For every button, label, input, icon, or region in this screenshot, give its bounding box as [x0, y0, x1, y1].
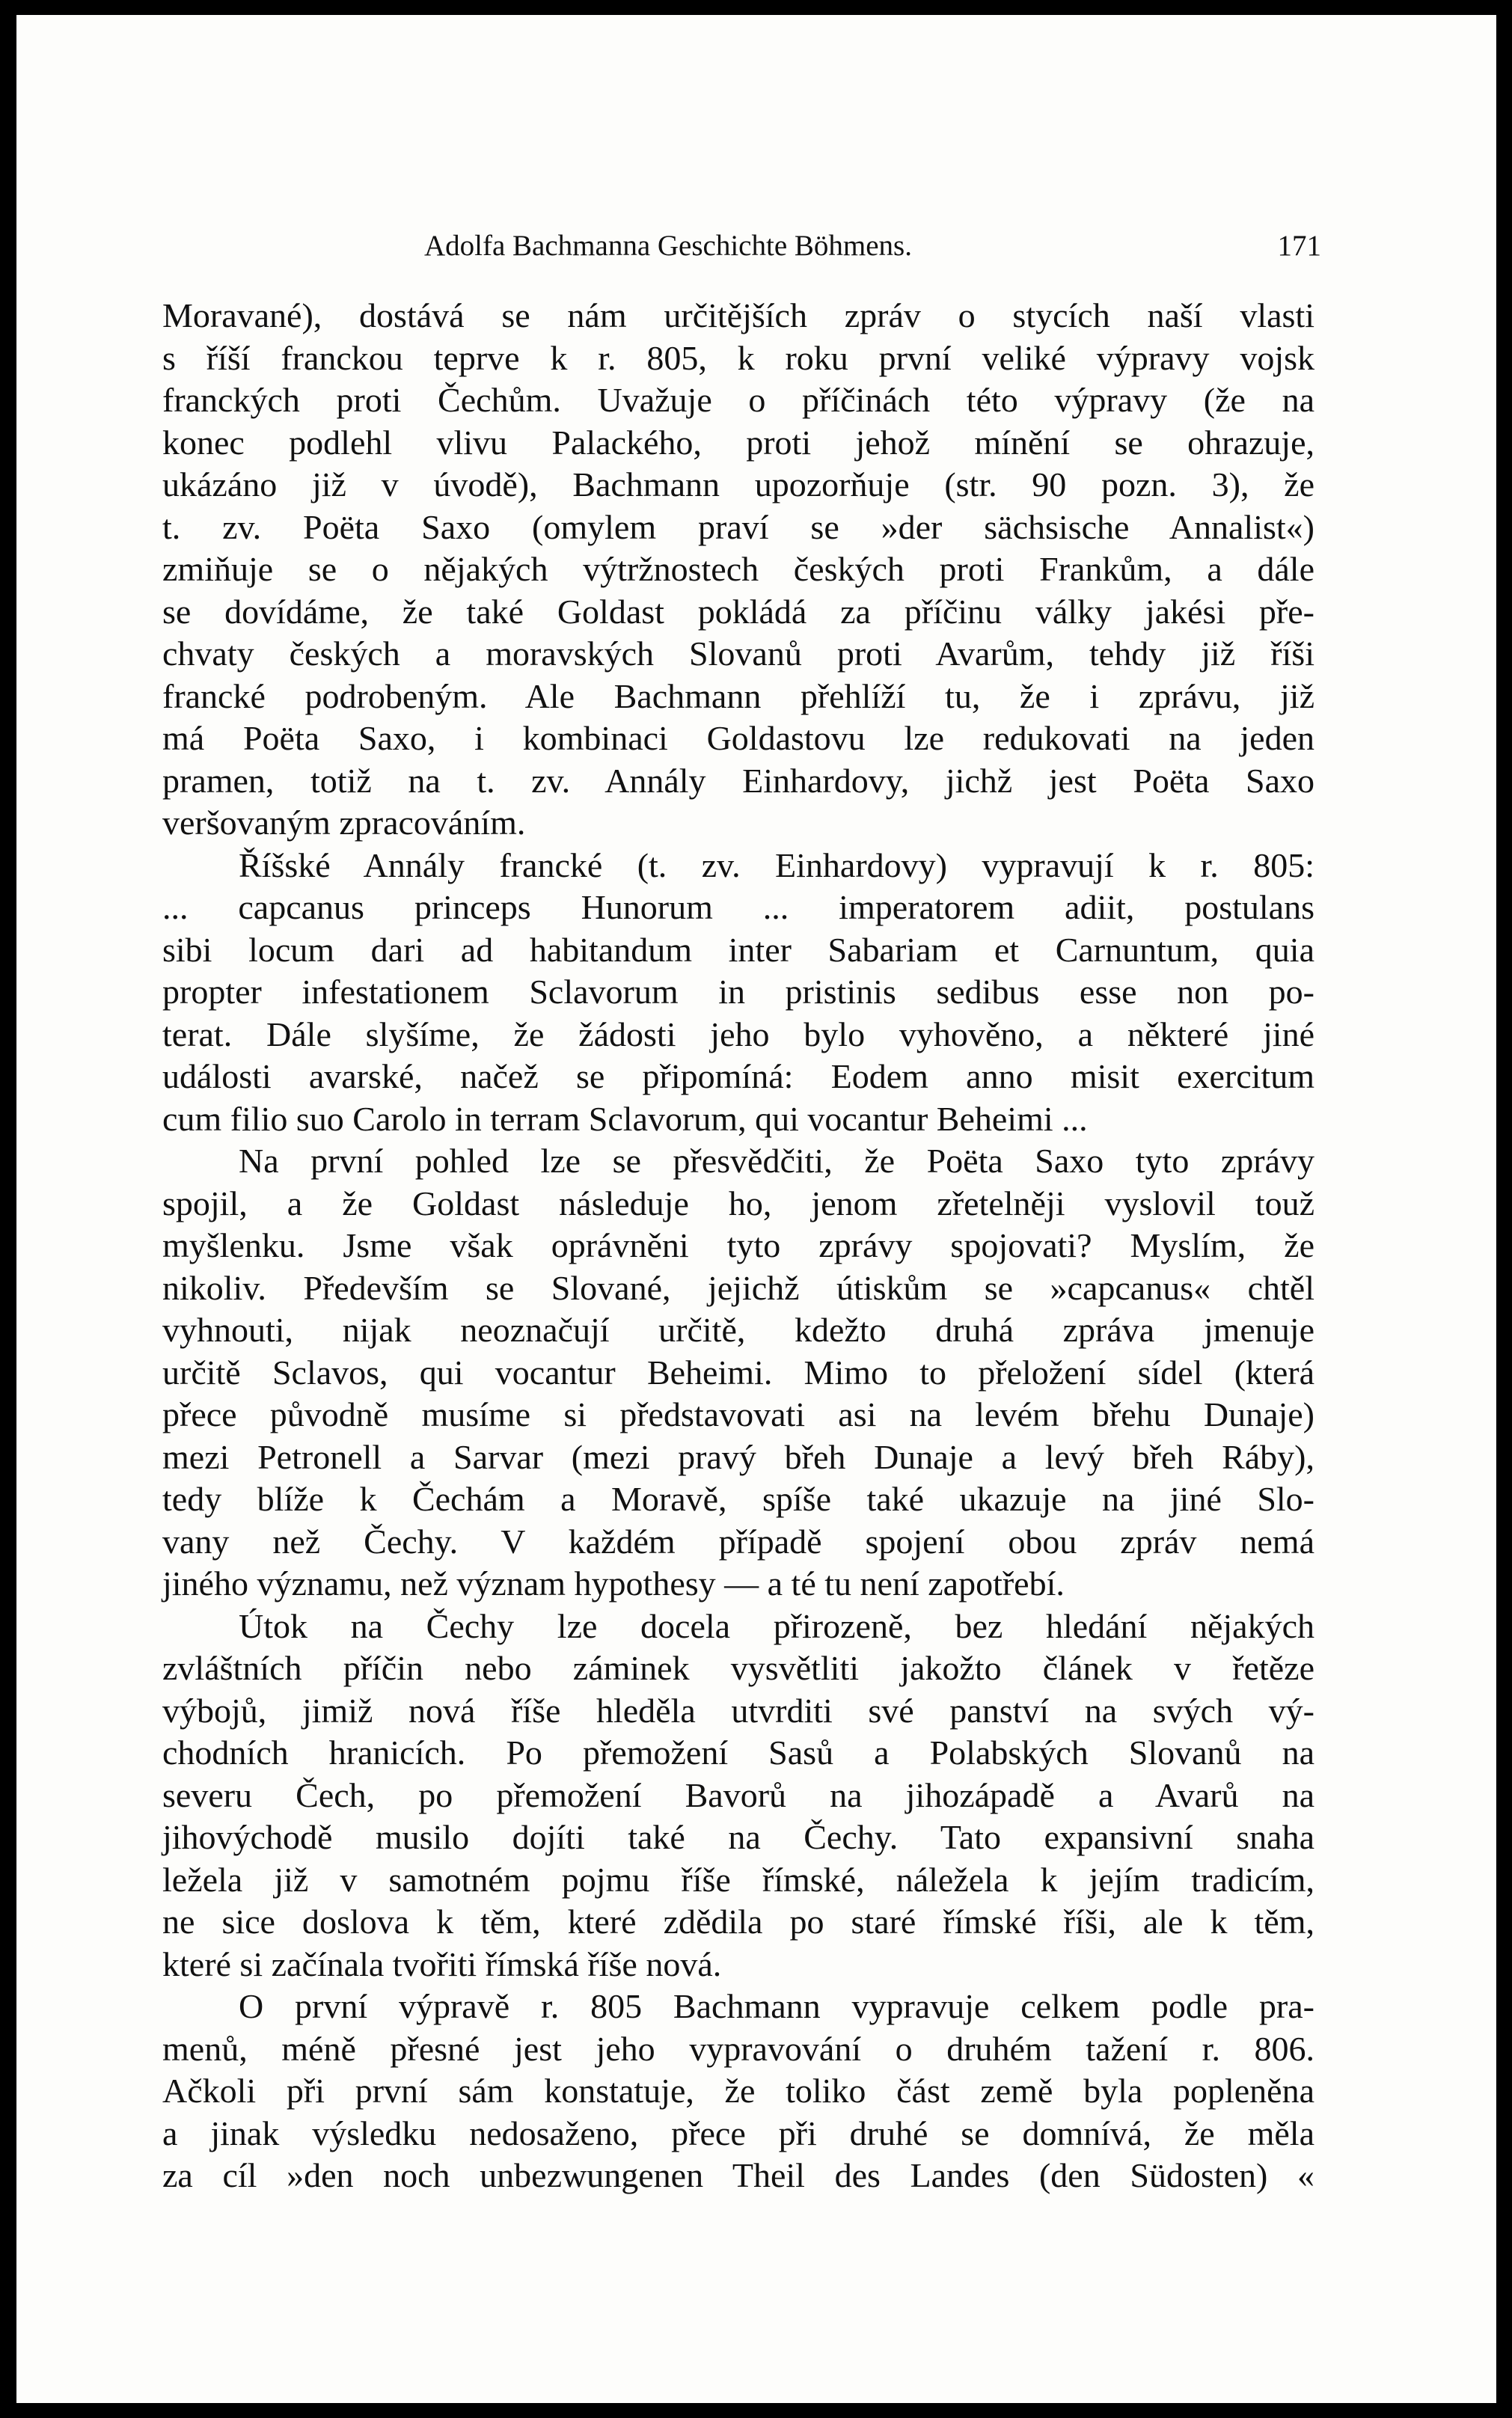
text-line: ne sice doslova k těm, které zdědila po staré římské říši, ale k těm,	[162, 1903, 1314, 1941]
text-line: vany než Čechy. V každém případě spojení obou zpráv nemá	[162, 1522, 1314, 1561]
page-number: 171	[1277, 230, 1321, 262]
text-line: Moravané), dostává se nám určitějších zpráv o stycích naší vlasti	[162, 296, 1314, 334]
text-line: zvláštních příčin nebo záminek vysvětliti jakožto článek v řetěze	[162, 1649, 1314, 1687]
running-title: Adolfa Bachmanna Geschichte Böhmens.	[424, 230, 912, 262]
text-line: menů, méně přesné jest jeho vypravování o druhém tažení r. 806.	[162, 2029, 1314, 2068]
text-line: t. zv. Poëta Saxo (omylem praví se »der sächsische Annalist«)	[162, 507, 1314, 546]
text-line: zmiňuje se o nějakých výtržnostech českých proti Frankům, a dále	[162, 550, 1314, 588]
text-line: jiného významu, než význam hypothesy — a té tu není zapotřebí.	[162, 1564, 1065, 1603]
text-line: jihovýchodě musilo dojíti také na Čechy. Tato expansivní snaha	[162, 1818, 1314, 1856]
text-line: Říšské Annály francké (t. zv. Einhardovy) vypravují k r. 805:	[239, 845, 1314, 884]
text-line: Na první pohled lze se přesvědčiti, že Poëta Saxo tyto zprávy	[239, 1142, 1314, 1180]
text-line: vyhnouti, nijak neoznačují určitě, kdežto druhá zpráva jmenuje	[162, 1311, 1314, 1349]
text-line: ležela již v samotném pojmu říše římské, náležela k jejím tradicím,	[162, 1860, 1314, 1899]
text-line: konec podlehl vlivu Palackého, proti jehož mínění se ohrazuje,	[162, 423, 1314, 462]
text-line: za cíl »den noch unbezwungenen Theil des Landes (den Südosten) «	[162, 2156, 1314, 2194]
text-line: severu Čech, po přemožení Bavorů na jihozápadě a Avarů na	[162, 1775, 1314, 1814]
text-line: chodních hranicích. Po přemožení Sasů a Polabských Slovanů na	[162, 1733, 1314, 1772]
text-line: mezi Petronell a Sarvar (mezi pravý břeh Dunaje a levý břeh Ráby),	[162, 1437, 1314, 1476]
text-line: Ačkoli při první sám konstatuje, že toliko část země byla popleněna	[162, 2072, 1314, 2110]
text-line: Útok na Čechy lze docela přirozeně, bez hledání nějakých	[239, 1606, 1314, 1645]
text-line: přece původně musíme si představovati asi na levém břehu Dunaje)	[162, 1395, 1314, 1433]
text-line: nikoliv. Především se Slované, jejichž útiskům se »capcanus« chtěl	[162, 1268, 1314, 1307]
text-line: tedy blíže k Čechám a Moravě, spíše také ukazuje na jiné Slo-	[162, 1480, 1314, 1518]
text-line: veršovaným zpracováním.	[162, 804, 526, 842]
text-line: které si začínala tvořiti římská říše nová.	[162, 1944, 722, 1983]
text-line: terat. Dále slyšíme, že žádosti jeho bylo vyhověno, a některé jiné	[162, 1014, 1314, 1053]
text-line: s říší franckou teprve k r. 805, k roku první veliké výpravy vojsk	[162, 338, 1314, 377]
book-page	[16, 15, 1496, 2403]
text-line: určitě Sclavos, qui vocantur Beheimi. Mimo to přeložení sídel (která	[162, 1353, 1314, 1392]
text-line: sibi locum dari ad habitandum inter Sabariam et Carnuntum, quia	[162, 930, 1314, 969]
text-line: O první výpravě r. 805 Bachmann vypravuje celkem podle pra-	[239, 1987, 1314, 2025]
text-line: výbojů, jimiž nová říše hleděla utvrditi své panství na svých vý-	[162, 1691, 1314, 1730]
text-line: cum filio suo Carolo in terram Sclavorum, qui vocantur Beheimi ...	[162, 1099, 1088, 1138]
text-line: a jinak výsledku nedosaženo, přece při druhé se domnívá, že měla	[162, 2114, 1314, 2152]
text-line: pramen, totiž na t. zv. Annály Einhardovy, jichž jest Poëta Saxo	[162, 761, 1314, 800]
text-line: ... capcanus princeps Hunorum ... imperatorem adiit, postulans	[162, 888, 1314, 926]
text-line: chvaty českých a moravských Slovanů proti Avarům, tehdy již říši	[162, 634, 1314, 673]
text-line: události avarské, načež se připomíná: Eodem anno misit exercitum	[162, 1057, 1314, 1095]
text-line: myšlenku. Jsme však oprávněni tyto zprávy spojovati? Myslím, že	[162, 1226, 1314, 1264]
running-header	[16, 229, 1496, 274]
text-line: spojil, a že Goldast následuje ho, jenom zřetelněji vyslovil touž	[162, 1184, 1314, 1222]
text-line: francké podrobeným. Ale Bachmann přehlíží tu, že i zprávu, již	[162, 676, 1314, 715]
text-line: se dovídáme, že také Goldast pokládá za příčinu války jakési pře-	[162, 592, 1314, 631]
body-text	[162, 295, 1314, 2197]
text-line: ukázáno již v úvodě), Bachmann upozorňuje (str. 90 pozn. 3), že	[162, 465, 1314, 504]
text-line: má Poëta Saxo, i kombinaci Goldastovu lze redukovati na jeden	[162, 719, 1314, 757]
text-line: propter infestationem Sclavorum in pristinis sedibus esse non po-	[162, 973, 1314, 1011]
text-line: franckých proti Čechům. Uvažuje o příčinách této výpravy (že na	[162, 381, 1314, 419]
